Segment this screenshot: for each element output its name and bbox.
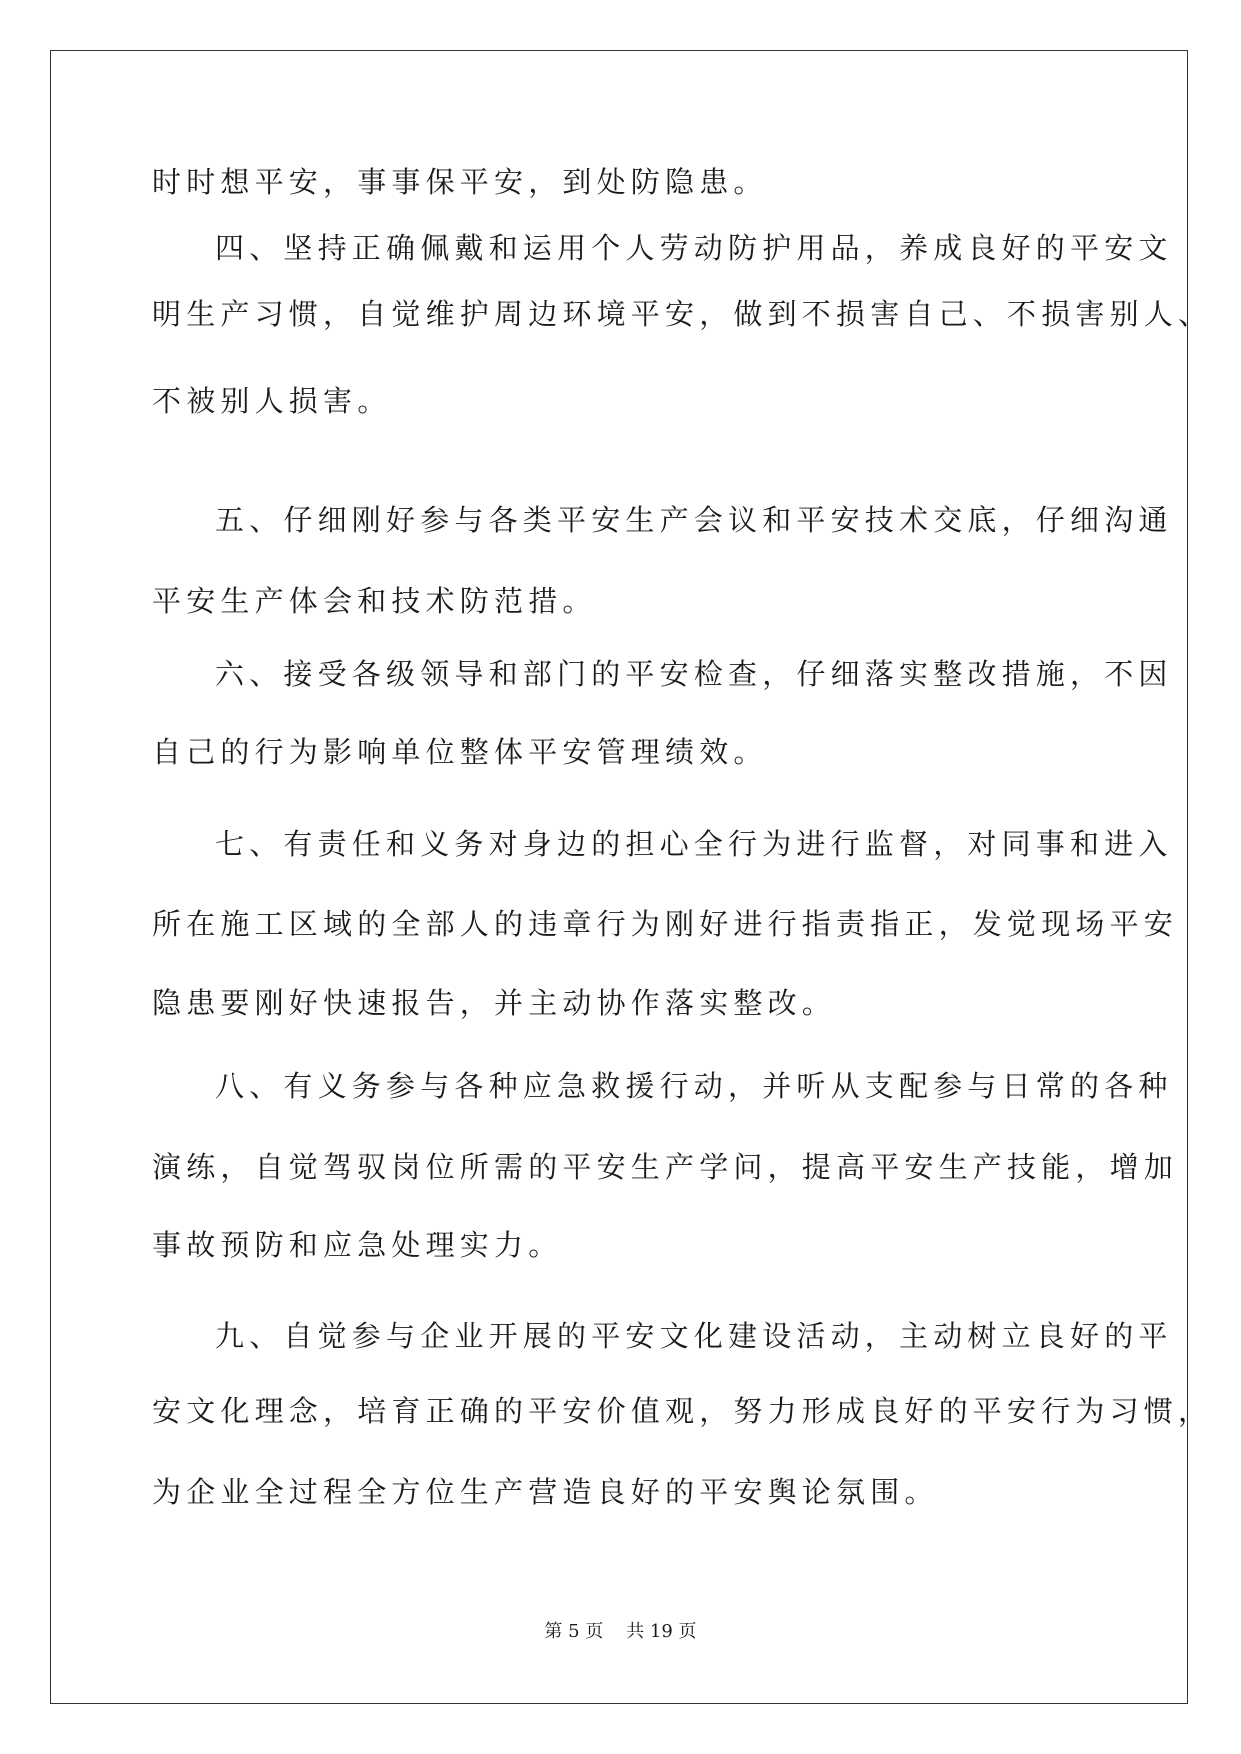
text-line: 自己的行为影响单位整体平安管理绩效。 — [152, 735, 768, 769]
text-line: 安文化理念，培育正确的平安价值观，努力形成良好的平安行为习惯， — [152, 1394, 1213, 1428]
text-line: 所在施工区域的全部人的违章行为刚好进行指责指正，发觉现场平安 — [152, 907, 1179, 941]
text-line: 平安生产体会和技术防范措。 — [152, 584, 597, 618]
text-line: 不被别人损害。 — [152, 384, 392, 418]
text-line: 七、有责任和义务对身边的担心全行为进行监督，对同事和进入 — [215, 827, 1173, 861]
text-line: 事故预防和应急处理实力。 — [152, 1228, 563, 1262]
text-line: 演练，自觉驾驭岗位所需的平安生产学问，提高平安生产技能，增加 — [152, 1150, 1179, 1184]
text-line: 八、有义务参与各种应急救援行动，并听从支配参与日常的各种 — [215, 1069, 1173, 1103]
text-line: 为企业全过程全方位生产营造良好的平安舆论氛围。 — [152, 1475, 939, 1509]
page-number: 第 5 页 共 19 页 — [544, 1621, 697, 1642]
text-line: 九、自觉参与企业开展的平安文化建设活动，主动树立良好的平 — [215, 1319, 1173, 1353]
text-line: 四、坚持正确佩戴和运用个人劳动防护用品，养成良好的平安文 — [215, 231, 1173, 265]
text-line: 明生产习惯，自觉维护周边环境平安，做到不损害自己、不损害别人、 — [152, 297, 1213, 331]
text-line: 时时想平安，事事保平安，到处防隐患。 — [152, 165, 768, 199]
text-line: 五、仔细刚好参与各类平安生产会议和平安技术交底，仔细沟通 — [215, 503, 1173, 537]
text-line: 隐患要刚好快速报告，并主动协作落实整改。 — [152, 986, 837, 1020]
text-line: 六、接受各级领导和部门的平安检查，仔细落实整改措施，不因 — [215, 657, 1173, 691]
